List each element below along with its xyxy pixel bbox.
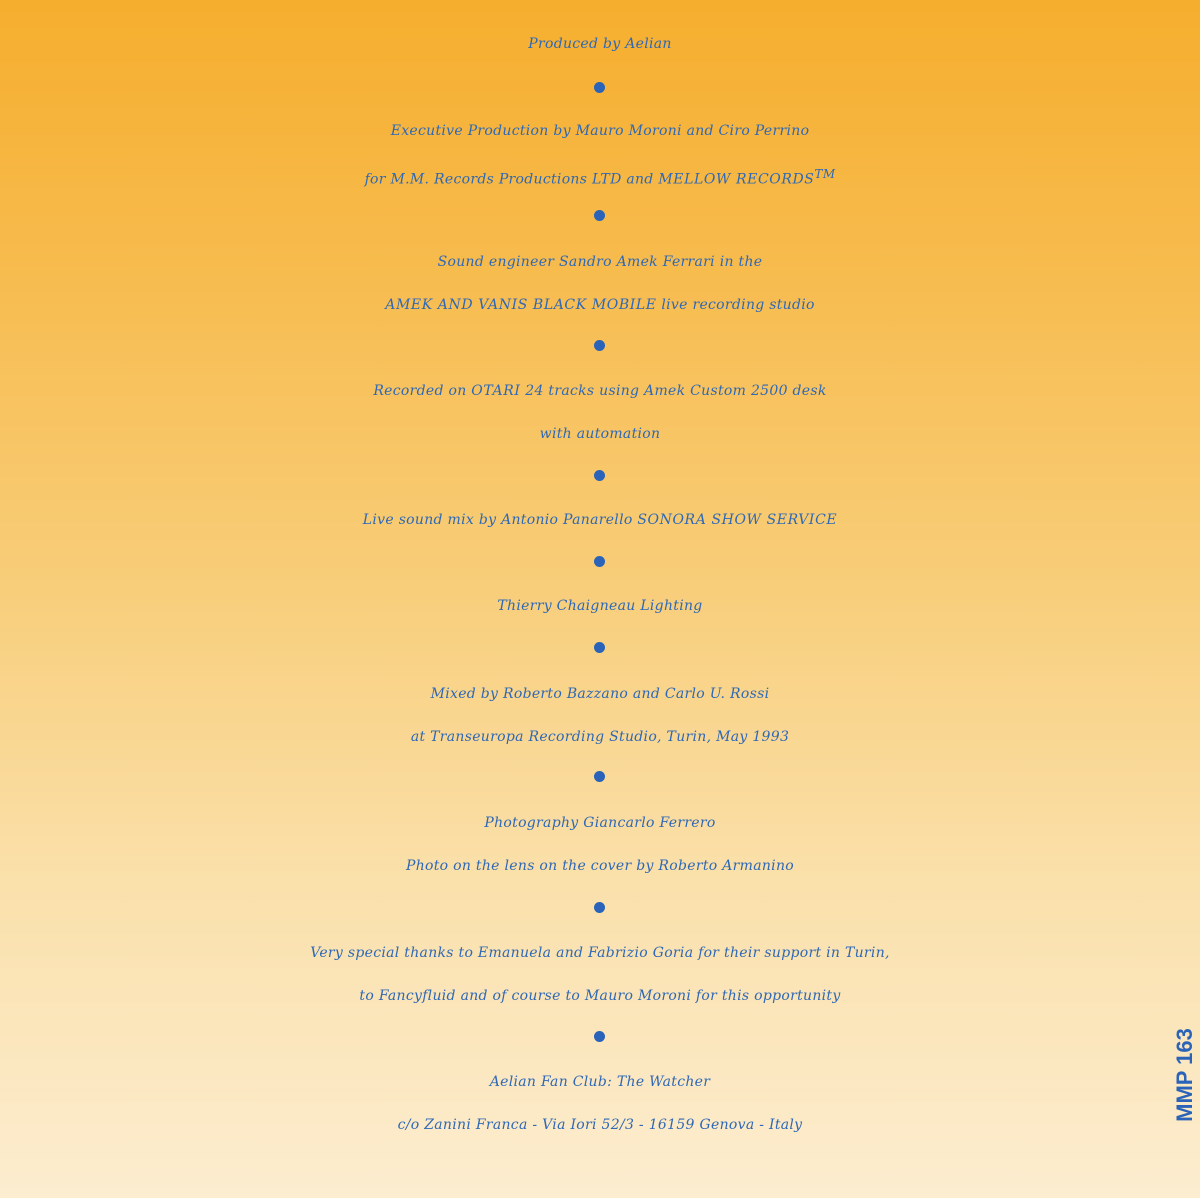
produced-line: Produced by Aelian bbox=[528, 36, 672, 52]
studio-name: AMEK AND VANIS BLACK MOBILE bbox=[385, 297, 657, 313]
fanclub-line-1: Aelian Fan Club: The Watcher bbox=[489, 1074, 711, 1090]
lighting-line: Thierry Chaigneau Lighting bbox=[497, 598, 703, 614]
separator-bullet bbox=[594, 771, 605, 782]
executive-line-1: Executive Production by Mauro Moroni and Ciro Perrino bbox=[390, 123, 810, 139]
label-name: MELLOW RECORDS bbox=[658, 171, 815, 188]
thanks-line-1: Very special thanks to Emanuela and Fabrizio Goria for their support in Turin, bbox=[310, 945, 890, 961]
separator-bullet bbox=[594, 82, 605, 93]
separator-bullet bbox=[594, 210, 605, 221]
live-mix-line bbox=[0, 503, 1200, 537]
photo-line-2: Photo on the lens on the cover by Roberto Armanino bbox=[405, 858, 795, 874]
engineer-line-2 bbox=[0, 288, 1200, 322]
separator-bullet bbox=[594, 470, 605, 481]
recorded-line-1-suffix: 24 tracks using Amek Custom 2500 desk bbox=[520, 383, 827, 399]
separator-bullet bbox=[594, 902, 605, 913]
photo-line-1: Photography Giancarlo Ferrero bbox=[484, 815, 716, 831]
trademark-mark: TM bbox=[814, 167, 836, 181]
tape-brand: OTARI bbox=[471, 383, 521, 399]
recorded-line-1 bbox=[0, 374, 1200, 408]
mixed-line-2: at Transeuropa Recording Studio, Turin, May 1993 bbox=[410, 729, 790, 745]
sound-company-name: SONORA SHOW SERVICE bbox=[637, 512, 838, 528]
engineer-line-2-suffix: live recording studio bbox=[656, 297, 815, 313]
separator-bullet bbox=[594, 556, 605, 567]
separator-bullet bbox=[594, 340, 605, 351]
engineer-line-1: Sound engineer Sandro Amek Ferrari in the bbox=[437, 254, 763, 270]
thanks-line-2: to Fancyfluid and of course to Mauro Moroni for this opportunity bbox=[359, 988, 841, 1004]
separator-bullet bbox=[594, 642, 605, 653]
live-mix-prefix: Live sound mix by Antonio Panarello bbox=[362, 512, 638, 528]
executive-line-2 bbox=[0, 157, 1200, 191]
recorded-line-2: with automation bbox=[539, 426, 661, 442]
catalog-number: MMP 163 bbox=[1172, 1028, 1197, 1122]
recorded-line-1-prefix: Recorded on bbox=[373, 383, 472, 399]
fanclub-line-2: c/o Zanini Franca - Via Iori 52/3 - 16159 Genova - Italy bbox=[397, 1117, 803, 1133]
executive-line-2-prefix: for M.M. Records Productions LTD and bbox=[364, 171, 659, 188]
separator-bullet bbox=[594, 1031, 605, 1042]
mixed-line-1: Mixed by Roberto Bazzano and Carlo U. Rossi bbox=[430, 686, 770, 702]
